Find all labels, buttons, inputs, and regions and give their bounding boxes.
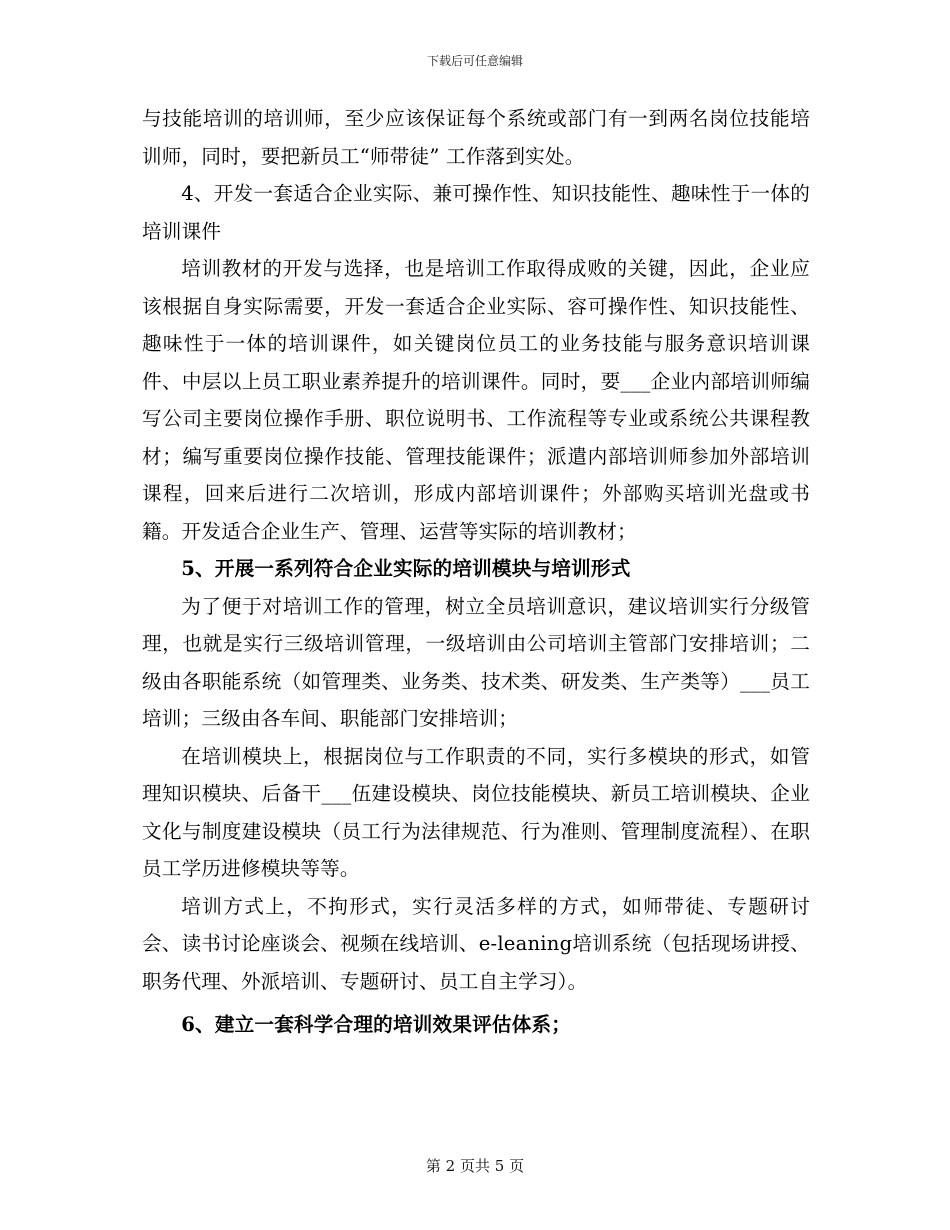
paragraph-training-methods: 培训方式上，不拘形式，实行灵活多样的方式，如师带徒、专题研讨会、读书讨论座谈会、视频在线培训、e-leaning培训系统（包括现场讲授、职务代理、外派培训、专题研讨、员工自主学习）。 (142, 894, 810, 993)
paragraph-training-modules: 在培训模块上，根据岗位与工作职责的不同，实行多模块的形式，如管理知识模块、后备干___伍建设模块、岗位技能模块、新员工培训模块、企业文化与制度建设模块（员工行为法律规范、行为准则、管理制度流程）、在职员工学历进修模块等等。 (142, 744, 810, 880)
page-footer: 第 2 页共 5 页 (425, 1157, 525, 1175)
page-header: 下载后可任意编辑 (426, 54, 523, 68)
paragraph-materials: 培训教材的开发与选择，也是培训工作取得成败的关键，因此，企业应该根据自身实际需要，开发一套适合企业实际、容可操作性、知识技能性、趣味性于一体的培训课件，如关键岗位员工的业务技能与服务意识培训课件、中层以上员工职业素养提升的培训课件。同时，要___企业内部培训师编写公司主要岗位操作手册、职位说明书、工作流程等专业或系统公共课程教材；编写重要岗位操作技能、管理技能课件；派遣内部培训师参加外部培训课程，回来后进行二次培训，形成内部培训课件；外部购买培训光盘或书籍。开发适合企业生产、管理、运营等实际的培训教材； (142, 257, 810, 543)
section-heading-5: 5、开展一系列符合企业实际的培训模块与培训形式 (181, 557, 631, 580)
document-body (142, 100, 810, 1044)
paragraph-continued: 与技能培训的培训师，至少应该保证每个系统或部门有一到两名岗位技能培训师，同时，要把新员工“师带徒” 工作落到实处。 (142, 107, 810, 168)
section-heading-6: 6、建立一套科学合理的培训效果评估体系； (181, 1013, 572, 1036)
paragraph-item-4: 4、开发一套适合企业实际、兼可操作性、知识技能性、趣味性于一体的培训课件 (142, 182, 810, 243)
paragraph-tiered-management: 为了便于对培训工作的管理，树立全员培训意识，建议培训实行分级管理，也就是实行三级培训管理，一级培训由公司培训主管部门安排培训；二级由各职能系统（如管理类、业务类、技术类、研发类、生产类等）___员工培训；三级由各车间、职能部门安排培训； (142, 594, 810, 730)
